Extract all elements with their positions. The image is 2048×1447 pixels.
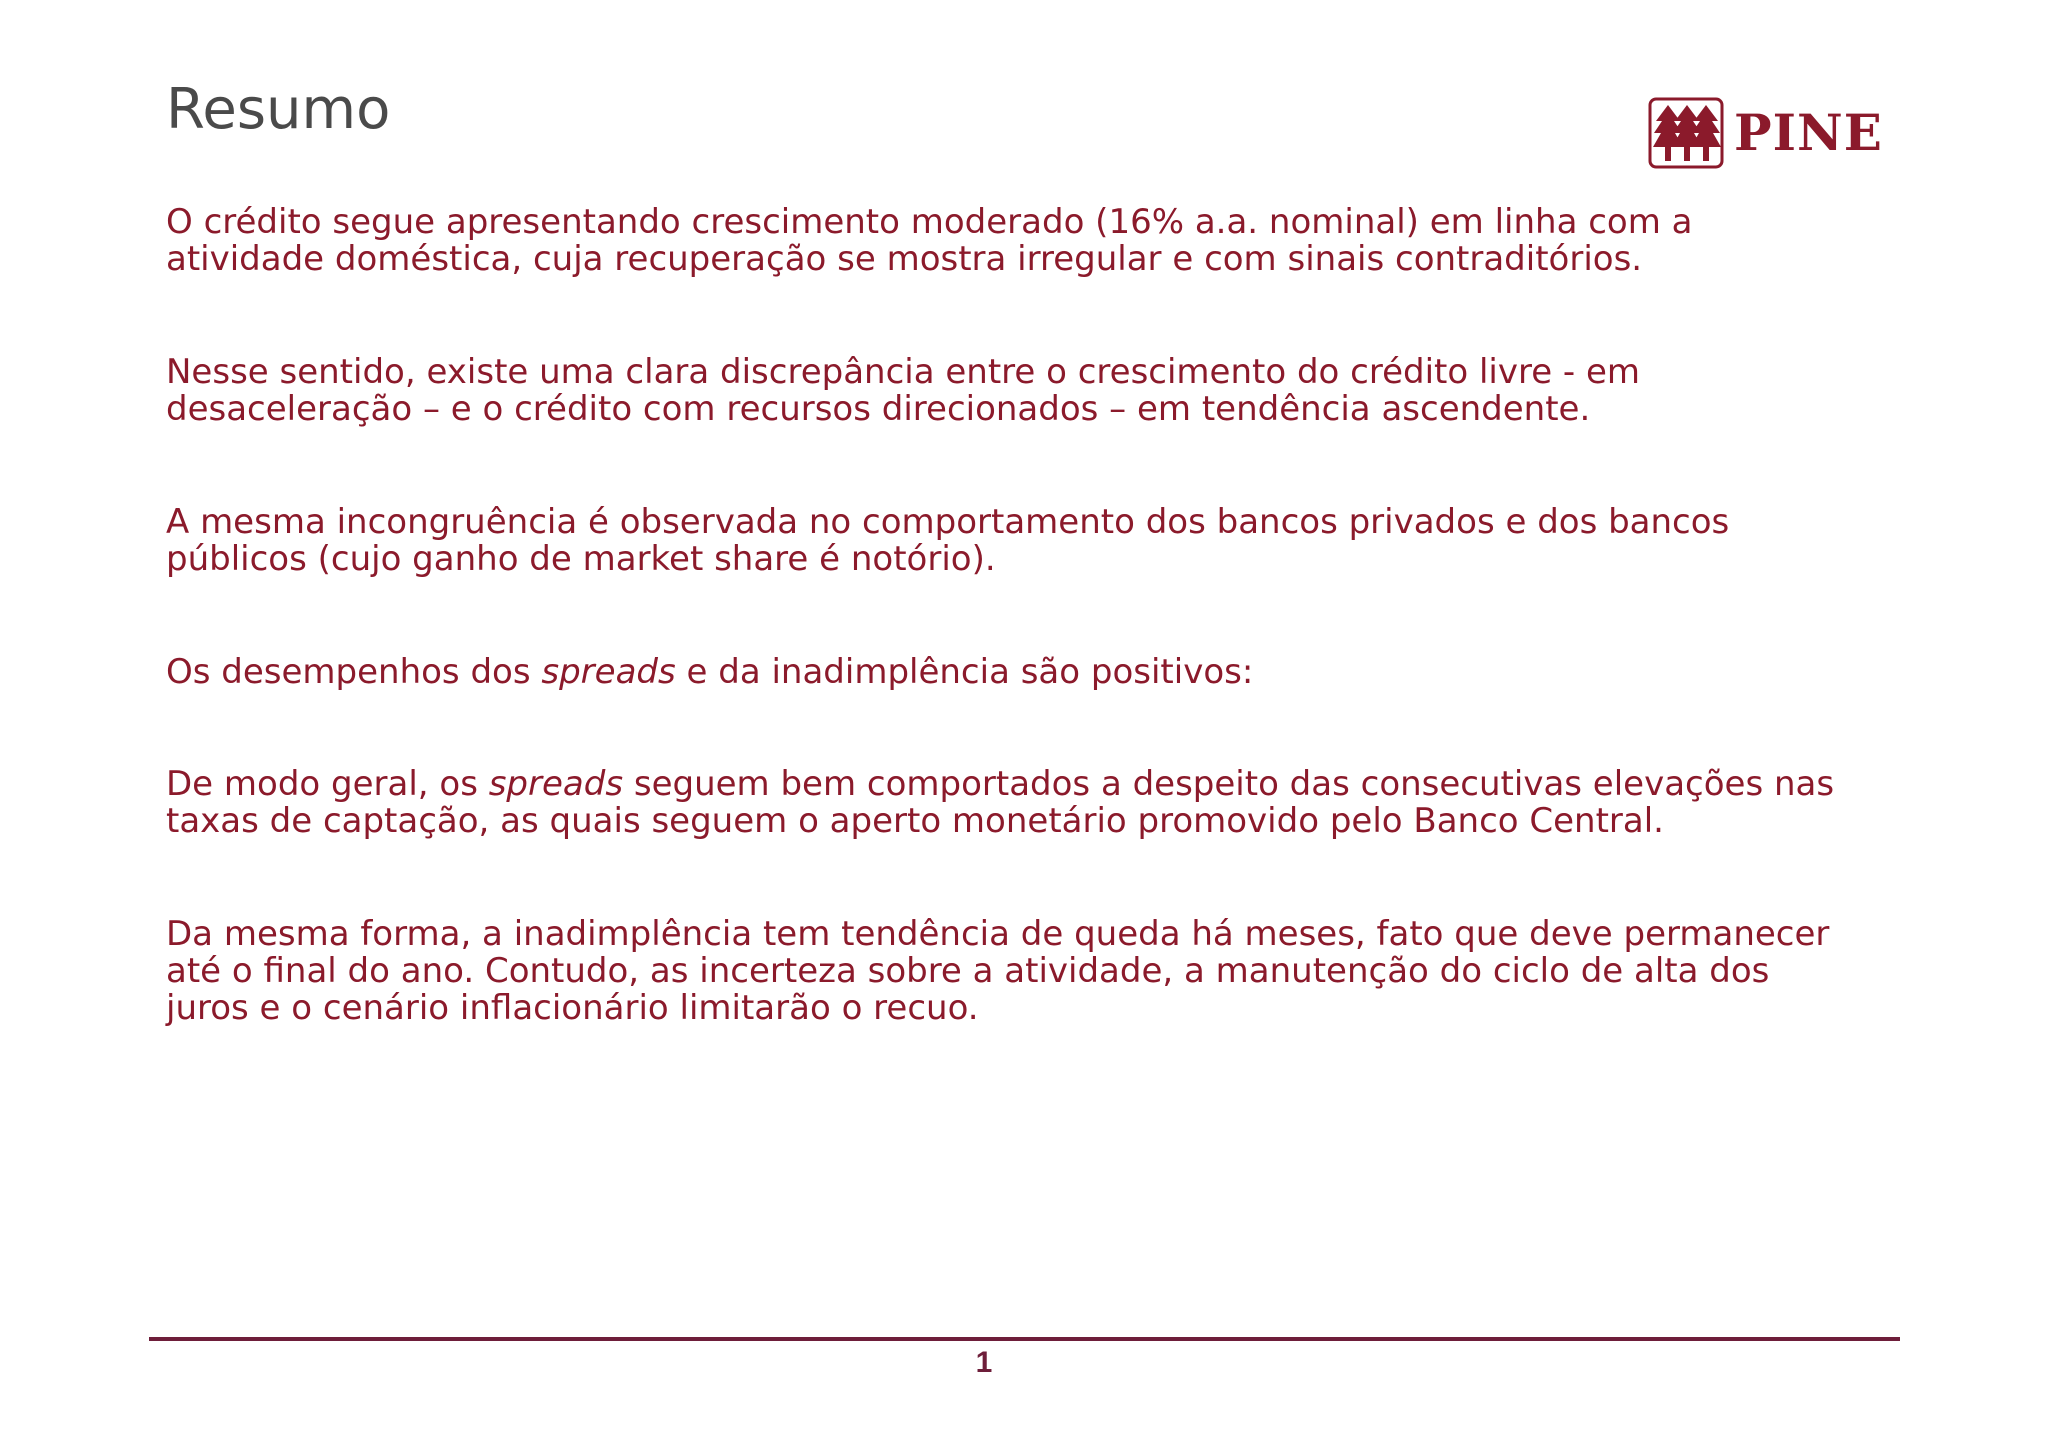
paragraph-line: Da mesma forma, a inadimplência tem tendência de queda há meses, fato que deve permanecer bbox=[166, 914, 1830, 954]
paragraph-spreads-behavior bbox=[166, 766, 1834, 840]
text-segment: Os desempenhos dos bbox=[166, 652, 542, 692]
italic-term: spreads bbox=[541, 652, 676, 692]
paragraph-line: desaceleração – e o crédito com recursos direcionados – em tendência ascendente. bbox=[166, 389, 1591, 429]
text-segment: e da inadimplência são positivos: bbox=[675, 652, 1254, 692]
paragraph-line: A mesma incongruência é observada no comportamento dos bancos privados e dos bancos bbox=[166, 502, 1730, 542]
text-segment: De modo geral, os bbox=[166, 764, 489, 804]
paragraph-line: O crédito segue apresentando crescimento moderado (16% a.a. nominal) em linha com a bbox=[166, 202, 1693, 242]
footer-divider bbox=[149, 1337, 1900, 1341]
pine-logo bbox=[1648, 96, 1883, 170]
paragraph-line: públicos (cujo ganho de market share é notório). bbox=[166, 539, 996, 579]
paragraph-spreads-intro bbox=[166, 654, 1253, 691]
paragraph-line bbox=[166, 766, 1834, 803]
pine-trees-icon bbox=[1648, 97, 1724, 169]
paragraph-credit-growth bbox=[166, 204, 1692, 278]
paragraph-line: juros e o cenário inflacionário limitarão o recuo. bbox=[166, 988, 979, 1028]
logo-text: PINE bbox=[1734, 103, 1883, 162]
paragraph-banks-behavior bbox=[166, 504, 1729, 578]
italic-term: spreads bbox=[488, 764, 624, 804]
text-segment: seguem bem comportados a despeito das consecutivas elevações nas bbox=[623, 764, 1835, 804]
paragraph-line: até o final do ano. Contudo, as incerteza sobre a atividade, a manutenção do ciclo de alta dos bbox=[166, 951, 1770, 991]
paragraph-line: atividade doméstica, cuja recuperação se mostra irregular e com sinais contraditórios. bbox=[166, 239, 1643, 279]
paragraph-line: Nesse sentido, existe uma clara discrepância entre o crescimento do crédito livre - em bbox=[166, 352, 1641, 392]
paragraph-credit-discrepancy bbox=[166, 354, 1640, 428]
paragraph-line: taxas de captação, as quais seguem o aperto monetário promovido pelo Banco Central. bbox=[166, 801, 1664, 841]
paragraph-line bbox=[166, 654, 1253, 691]
slide-title: Resumo bbox=[166, 77, 391, 142]
page-number: 1 bbox=[975, 1346, 993, 1379]
paragraph-default-trend bbox=[166, 916, 1829, 1027]
